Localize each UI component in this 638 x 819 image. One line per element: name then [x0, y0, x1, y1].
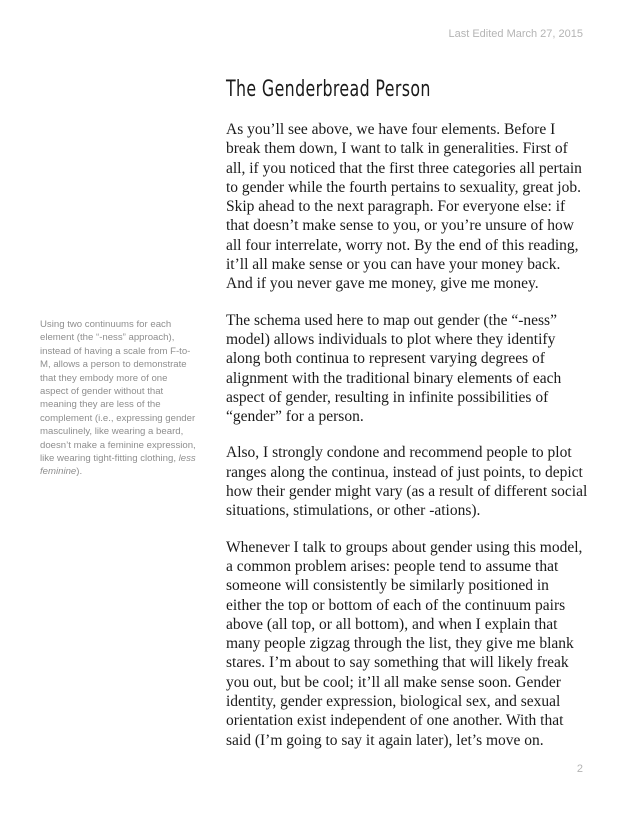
sidenote-end: ).: [76, 466, 83, 478]
sidenote-text: Using two continuums for each element (the “-ness” approach), instead of having a scale from F-to-M, allows a person to demonstrate that they embody more of one aspect of gender without that meaning they are less of the complement (i.e., expressing gender masculinely, like wearing a beard, doesn’t make a feminine expression, like wearing tight-fitting clothing,: [40, 319, 196, 465]
paragraph-groups: Whenever I talk to groups about gender using this model, a common problem arises: people tend to assume that someone will consistently be similarly positioned in either the top or bottom of each of the continuum pairs above (all top, or all bottom), and when I explain that many people zigzag through the list, they give me blank stares. I’m about to say something that will likely freak you out, but be cool; it’ll all make sense soon. Gender identity, gender expression, biological sex, and sexual orientation exist independent of one another. With that said (I’m going to say it again later), let’s move on.: [226, 538, 583, 749]
paragraph-intro: As you’ll see above, we have four elements. Before I break them down, I want to talk in generalities. First of all, if you noticed that the first three categories all pertain to gender while the fourth pertains to sexuality, great job. Skip ahead to the next paragraph. For everyone else: if that doesn’t make sense to you, or you’re unsure of how all four interrelate, worry not. By the end of this reading, it’ll all make sense or you can have your money back. And if you never gave me money, give me money.: [226, 121, 582, 293]
main-text: [226, 120, 588, 767]
page-number: 2: [576, 763, 583, 775]
sidenote: [40, 318, 196, 479]
last-edited-date: Last Edited March 27, 2015: [448, 28, 583, 40]
paragraph-ranges: Also, I strongly condone and recommend people to plot ranges along the continua, instead of just points, to depict how their gender might vary (as a result of different social situations, stimulations, or other -ations).: [226, 444, 588, 520]
sidenote-italic: less feminine: [40, 453, 196, 478]
page-title: The Genderbread Person: [226, 77, 431, 102]
paragraph-schema: The schema used here to map out gender (the “-ness” model) allows individuals to plot where they identify along both continua to represent varying degrees of alignment with the traditional binary elements of each aspect of gender, resulting in infinite possibilities of “gender” for a person.: [226, 311, 562, 426]
